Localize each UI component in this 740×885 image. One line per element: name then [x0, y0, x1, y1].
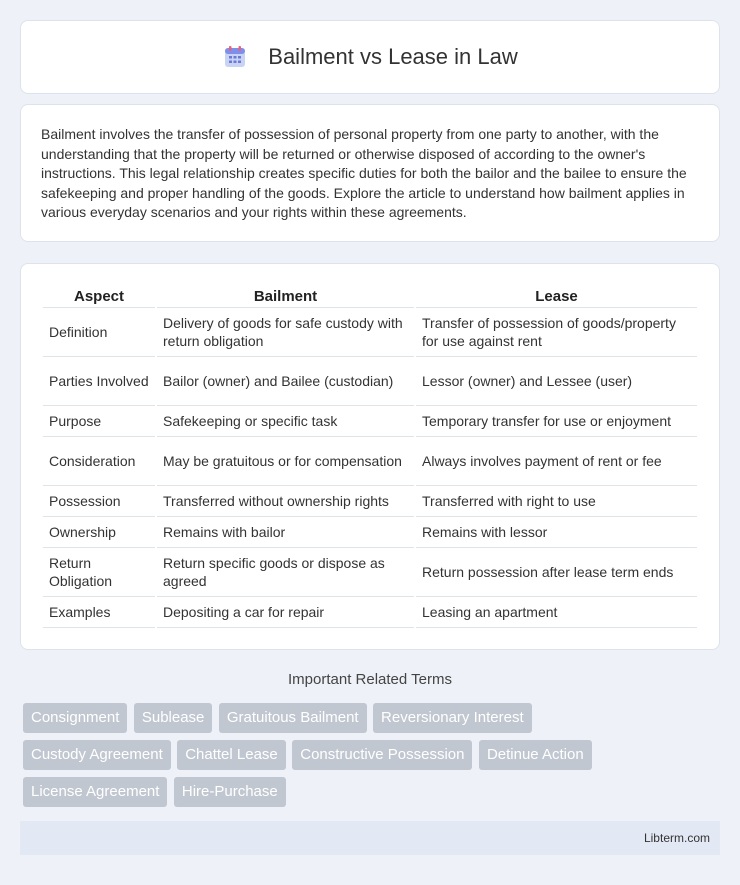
table-row	[43, 357, 697, 406]
table-row	[43, 486, 697, 517]
cell-lease: Transferred with right to use	[416, 486, 697, 517]
cell-aspect: Return Obligation	[43, 548, 155, 597]
comparison-table	[41, 284, 699, 628]
intro-text: Bailment involves the transfer of possession of personal property from one party to another, with the understanding that the property will be returned or otherwise disposed of according to the owner's instructions. This legal relationship creates specific duties for both the bailor and the bailee to ensure the safekeeping and proper handling of the goods. Explore the article to understand how bailment applies in various everyday scenarios and your rights within these agreements.	[41, 126, 687, 220]
tag-license-agreement[interactable]: License Agreement	[23, 777, 167, 807]
tag-sublease[interactable]: Sublease	[134, 703, 213, 733]
cell-lease: Temporary transfer for use or enjoyment	[416, 406, 697, 437]
cell-bailment: Delivery of goods for safe custody with return obligation	[157, 308, 414, 357]
tag-chattel-lease[interactable]: Chattel Lease	[177, 740, 286, 770]
table-row	[43, 406, 697, 437]
cell-aspect: Examples	[43, 597, 155, 628]
tag-detinue-action[interactable]: Detinue Action	[479, 740, 592, 770]
comparison-card	[20, 263, 720, 650]
related-terms-list	[23, 703, 723, 814]
cell-bailment: Remains with bailor	[157, 517, 414, 548]
intro-card	[20, 104, 720, 242]
table-row	[43, 437, 697, 486]
cell-lease: Remains with lessor	[416, 517, 697, 548]
page-title: Bailment vs Lease in Law	[268, 44, 518, 69]
cell-aspect: Possession	[43, 486, 155, 517]
cell-bailment: Depositing a car for repair	[157, 597, 414, 628]
header-lease: Lease	[416, 284, 697, 308]
header-aspect: Aspect	[43, 284, 155, 308]
footer-site-link[interactable]: Libterm.com	[643, 831, 710, 845]
calendar-icon	[222, 44, 248, 70]
table-row	[43, 548, 697, 597]
tag-reversionary-interest[interactable]: Reversionary Interest	[373, 703, 532, 733]
tag-gratuitous-bailment[interactable]: Gratuitous Bailment	[219, 703, 367, 733]
cell-aspect: Purpose	[43, 406, 155, 437]
cell-lease: Leasing an apartment	[416, 597, 697, 628]
related-terms-title: Important Related Terms	[288, 671, 452, 688]
cell-lease: Lessor (owner) and Lessee (user)	[416, 357, 697, 406]
cell-lease: Transfer of possession of goods/property for use against rent	[416, 308, 697, 357]
tag-custody-agreement[interactable]: Custody Agreement	[23, 740, 171, 770]
cell-lease: Always involves payment of rent or fee	[416, 437, 697, 486]
header-card	[20, 20, 720, 94]
cell-bailment: Bailor (owner) and Bailee (custodian)	[157, 357, 414, 406]
cell-bailment: May be gratuitous or for compensation	[157, 437, 414, 486]
tag-hire-purchase[interactable]: Hire-Purchase	[174, 777, 286, 807]
cell-aspect: Parties Involved	[43, 357, 155, 406]
cell-aspect: Definition	[43, 308, 155, 357]
table-row	[43, 597, 697, 628]
table-row	[43, 517, 697, 548]
cell-aspect: Consideration	[43, 437, 155, 486]
tag-consignment[interactable]: Consignment	[23, 703, 127, 733]
footer	[20, 821, 720, 855]
cell-aspect: Ownership	[43, 517, 155, 548]
cell-bailment: Safekeeping or specific task	[157, 406, 414, 437]
header-bailment: Bailment	[157, 284, 414, 308]
cell-bailment: Transferred without ownership rights	[157, 486, 414, 517]
tag-constructive-possession[interactable]: Constructive Possession	[292, 740, 472, 770]
cell-bailment: Return specific goods or dispose as agreed	[157, 548, 414, 597]
cell-lease: Return possession after lease term ends	[416, 548, 697, 597]
table-row	[43, 308, 697, 357]
